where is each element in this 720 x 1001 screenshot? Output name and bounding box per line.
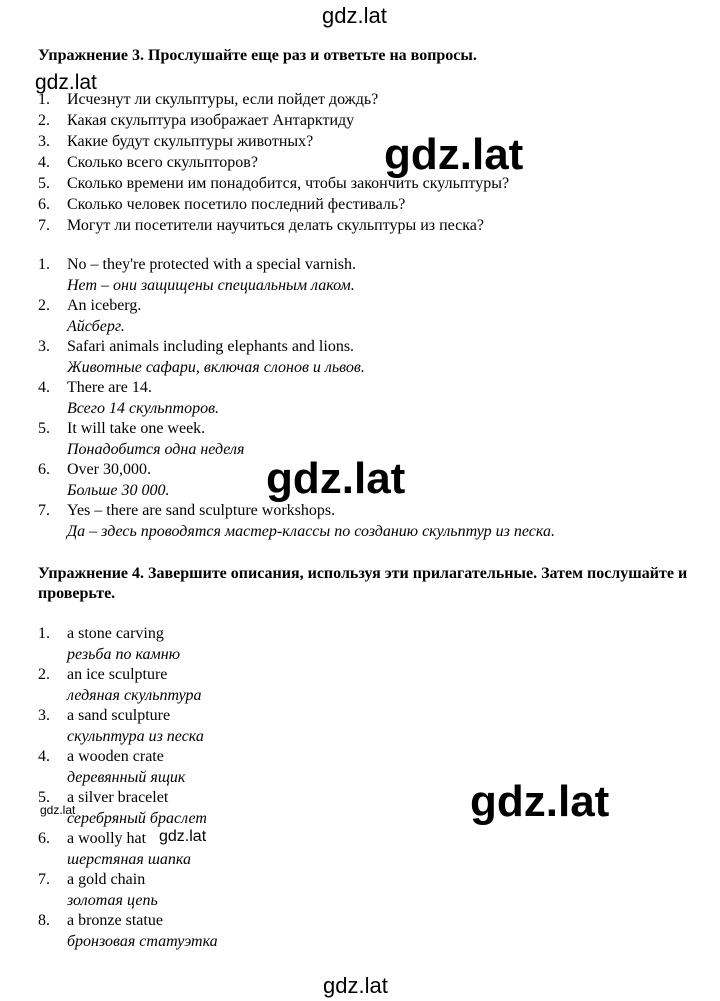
item-number: 4. (38, 748, 50, 765)
description-text: a silver bracelet (67, 789, 169, 806)
answer-text: An iceberg. (67, 297, 142, 314)
watermark-top: gdz.lat (322, 3, 387, 28)
answer-item (38, 378, 678, 419)
exercise-4-heading: Упражнение 4. Завершите описания, используя эти прилагательные. Затем послушайте и проверьте. (38, 565, 688, 602)
answer-translation: Всего 14 скульпторов. (67, 399, 220, 417)
item-number: 1. (38, 91, 50, 108)
description-text: a wooden crate (67, 748, 164, 765)
description-translation: скульптура из песка (67, 727, 204, 745)
item-number: 2. (38, 666, 50, 683)
watermark-small: gdz.lat (159, 828, 207, 845)
answer-item (38, 296, 678, 337)
answer-translation: Нет – они защищены специальным лаком. (67, 276, 355, 294)
item-number: 2. (38, 297, 50, 314)
item-number: 6. (38, 196, 50, 213)
answer-text: Yes – there are sand sculpture workshops. (67, 502, 336, 519)
question-text: Исчезнут ли скульптуры, если пойдет дождь? (67, 91, 379, 108)
answer-item (38, 501, 678, 542)
description-item (38, 624, 678, 665)
description-item (38, 665, 678, 706)
watermark-large: gdz.lat (384, 130, 524, 179)
question-item (38, 194, 678, 215)
description-translation: резьба по камню (67, 645, 180, 663)
watermark-bottom: gdz.lat (323, 973, 388, 998)
description-item (38, 870, 678, 911)
item-number: 3. (38, 133, 50, 150)
answer-translation: Да – здесь проводятся мастер-классы по созданию скульптур из песка. (67, 522, 555, 540)
description-translation: серебряный браслет (67, 809, 207, 827)
description-translation: шерстяная шапка (67, 850, 192, 868)
answer-text: There are 14. (67, 379, 152, 396)
item-number: 5. (38, 175, 50, 192)
answer-translation: Понадобится одна неделя (67, 440, 245, 458)
description-text: a bronze statue (67, 912, 163, 929)
answer-translation: Айсберг. (67, 317, 125, 335)
item-number: 7. (38, 871, 50, 888)
item-number: 4. (38, 154, 50, 171)
watermark-tiny: gdz.lat (40, 803, 76, 817)
description-text: a gold chain (67, 871, 146, 888)
item-number: 6. (38, 830, 50, 847)
description-item (38, 911, 678, 952)
watermark-small: gdz.lat (35, 71, 97, 94)
item-number: 3. (38, 338, 50, 355)
question-text: Сколько человек посетило последний фестиваль? (67, 196, 406, 213)
answer-text: Safari animals including elephants and lions. (67, 338, 355, 355)
description-text: a stone carving (67, 625, 164, 642)
exercise-3-heading: Упражнение 3. Прослушайте еще раз и ответьте на вопросы. (38, 47, 477, 64)
question-item (38, 110, 678, 131)
answer-translation: Больше 30 000. (67, 481, 170, 499)
question-item (38, 173, 678, 194)
description-translation: золотая цепь (67, 891, 158, 909)
description-item (38, 829, 678, 870)
watermark-large: gdz.lat (266, 454, 406, 503)
exercise-3-questions (38, 89, 678, 236)
question-text: Могут ли посетители научиться делать скульптуры из песка? (67, 217, 484, 234)
answer-text: No – they're protected with a special varnish. (67, 256, 357, 273)
item-number: 8. (38, 912, 50, 929)
item-number: 7. (38, 502, 50, 519)
question-item (38, 131, 678, 152)
item-number: 1. (38, 625, 50, 642)
answer-item (38, 337, 678, 378)
question-item (38, 89, 678, 110)
answer-text: It will take one week. (67, 420, 206, 437)
item-number: 5. (38, 789, 50, 806)
question-item (38, 152, 678, 173)
item-number: 2. (38, 112, 50, 129)
item-number: 4. (38, 379, 50, 396)
question-text: Какая скульптура изображает Антарктиду (67, 112, 355, 129)
question-text: Сколько времени им понадобится, чтобы закончить скульптуры? (67, 175, 510, 192)
watermark-large: gdz.lat (470, 777, 610, 826)
item-number: 1. (38, 256, 50, 273)
question-item (38, 215, 678, 236)
item-number: 3. (38, 707, 50, 724)
question-text: Сколько всего скульпторов? (67, 154, 258, 171)
description-text: an ice sculpture (67, 666, 168, 683)
description-translation: ледяная скульптура (67, 686, 202, 704)
description-text: a woolly hat (67, 830, 147, 847)
description-translation: бронзовая статуэтка (67, 932, 218, 950)
answer-item (38, 255, 678, 296)
description-item (38, 706, 678, 747)
question-text: Какие будут скульптуры животных? (67, 133, 314, 150)
item-number: 6. (38, 461, 50, 478)
item-number: 7. (38, 217, 50, 234)
description-text: a sand sculpture (67, 707, 171, 724)
answer-translation: Животные сафари, включая слонов и львов. (67, 358, 365, 376)
answer-text: Over 30,000. (67, 461, 151, 478)
description-translation: деревянный ящик (67, 768, 186, 786)
item-number: 5. (38, 420, 50, 437)
